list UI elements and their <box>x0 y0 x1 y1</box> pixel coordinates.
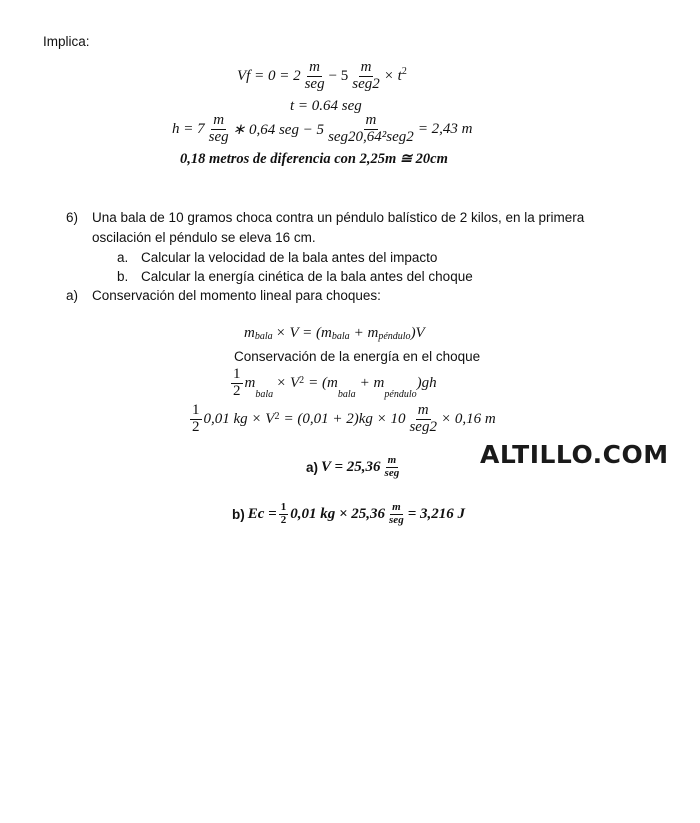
eq1-tail-sup: 2 <box>401 66 407 77</box>
equation-energy <box>229 367 437 400</box>
result-a-expr: V = 25,36 <box>321 458 381 475</box>
altillo-watermark-logo: ALTILLO.COM <box>480 440 669 469</box>
eq3-frac2-den: seg20,64²seg2 <box>328 128 414 145</box>
eq6-sup: 2 <box>299 375 305 386</box>
eq7-part1: 0,01 kg × V <box>203 410 275 427</box>
result-a-frac-num: m <box>387 454 397 466</box>
equation-time: t = 0.64 seg <box>290 98 362 114</box>
item-b-label: b. <box>117 269 129 284</box>
result-b-expr: Ec = <box>247 505 277 522</box>
result-kinetic-energy <box>232 502 465 526</box>
eq3-frac1-den: seg <box>208 128 229 145</box>
eq1-frac2-num: m <box>360 59 372 75</box>
eq6-eq: = (m <box>308 374 338 391</box>
result-b-fraction-1 <box>279 502 289 526</box>
energy-title: Conservación de la energía en el choque <box>234 349 481 364</box>
eq1-frac1-den: seg <box>304 75 325 92</box>
result-b-frac2-den: seg <box>389 513 404 526</box>
eq1-frac2-den: seg2 <box>352 75 380 92</box>
eq1-mid: − 5 <box>328 67 349 84</box>
eq1-fraction-2 <box>350 60 382 93</box>
result-b-end: = 3,216 J <box>407 505 466 522</box>
result-a-frac-den: seg <box>384 466 400 479</box>
eq5-m1-sub: bala <box>254 331 273 342</box>
item-b-text: Calcular la energía cinética de la bala antes del choque <box>141 269 473 284</box>
equation-height <box>172 113 473 146</box>
eq7-frac1-num: 1 <box>192 402 200 418</box>
eq3-mid: ∗ 0,64 seg − 5 <box>232 121 325 138</box>
eq5-m1: m <box>244 325 255 341</box>
eq7-frac2-num: m <box>417 402 429 418</box>
eq7-sup: 2 <box>274 411 280 422</box>
result-b-fraction-2 <box>387 502 406 526</box>
eq7-part2: = (0,01 + 2)kg × 10 <box>283 410 406 427</box>
equation-difference: 0,18 metros de diferencia con 2,25m ≅ 20cm <box>180 151 448 167</box>
eq3-lhs: h = 7 <box>172 120 205 137</box>
eq7-frac2-den: seg2 <box>409 418 437 435</box>
answer-label: a) <box>66 288 79 303</box>
result-b-frac2-num: m <box>392 501 401 513</box>
problem-line-1: Una bala de 10 gramos choca contra un péndulo balístico de 2 kilos, en la primera <box>92 210 585 225</box>
eq3-frac2-num: m <box>365 112 377 128</box>
answer-text: Conservación del momento lineal para choques: <box>92 288 381 303</box>
eq7-part3: × 0,16 m <box>440 410 496 427</box>
eq6-m2-sub: bala <box>337 388 356 400</box>
result-b-label: b) <box>232 506 245 522</box>
eq5-m2-sub: bala <box>331 331 350 342</box>
eq1-fraction-1 <box>303 60 327 93</box>
eq6-m1-sub: bala <box>255 388 274 400</box>
result-a-fraction <box>383 455 402 479</box>
eq6-mid: × V <box>276 374 300 391</box>
eq6-frac-num: 1 <box>233 366 241 382</box>
equation-final-velocity <box>237 60 407 93</box>
eq7-fraction-2 <box>407 403 439 436</box>
eq3-fraction-1 <box>207 113 231 146</box>
eq5-plus: + m <box>353 325 379 341</box>
eq6-fraction <box>231 367 243 400</box>
eq3-frac1-num: m <box>213 112 225 128</box>
eq3-fraction-2 <box>326 113 416 146</box>
equation-energy-values <box>188 403 496 436</box>
result-a-label: a) <box>306 459 319 475</box>
result-velocity <box>306 455 403 479</box>
eq5-m3-sub: péndulo <box>378 331 411 342</box>
result-b-frac1-num: 1 <box>280 501 287 513</box>
eq1-frac1-num: m <box>309 59 320 75</box>
eq1-tail: × t <box>383 67 402 84</box>
item-a-label: a. <box>117 250 129 265</box>
result-b-frac1-den: 2 <box>280 513 287 526</box>
problem-line-2: oscilación el péndulo se eleva 16 cm. <box>92 230 316 245</box>
eq3-rhs: = 2,43 m <box>417 120 473 137</box>
eq5-end: )V <box>410 325 425 341</box>
eq6-end: )gh <box>416 374 437 391</box>
eq7-fraction-1 <box>190 403 202 436</box>
item-a-text: Calcular la velocidad de la bala antes del impacto <box>141 250 438 265</box>
result-b-mid: 0,01 kg × 25,36 <box>290 505 386 522</box>
intro-label: Implica: <box>43 34 90 49</box>
eq7-frac1-den: 2 <box>192 418 200 435</box>
equation-momentum <box>244 325 425 342</box>
problem-number: 6) <box>66 210 79 225</box>
eq1-lhs: Vf = 0 = 2 <box>237 67 301 84</box>
eq6-m1: m <box>244 374 256 391</box>
eq5-mid: × V = (m <box>275 325 332 341</box>
eq6-m3-sub: péndulo <box>384 388 417 400</box>
eq6-plus: + m <box>359 374 385 391</box>
eq6-frac-den: 2 <box>233 382 241 399</box>
